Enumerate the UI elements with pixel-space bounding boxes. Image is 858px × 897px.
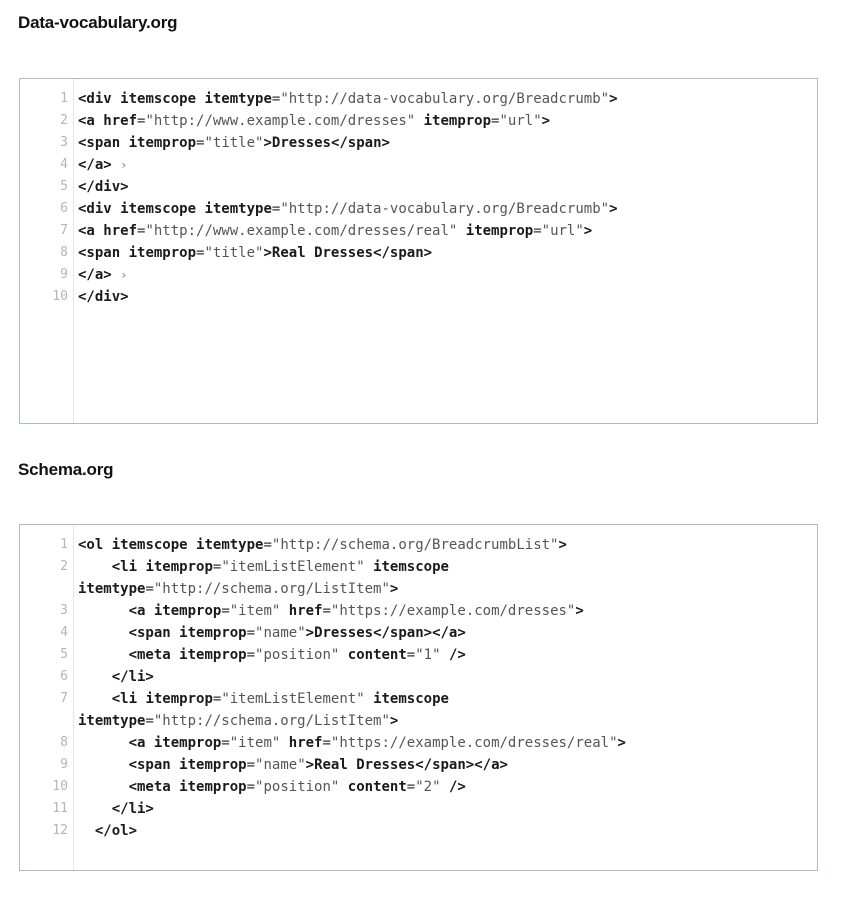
code-token-tag: <span: [78, 245, 121, 261]
code-token-attr: itemtype: [196, 537, 264, 553]
code-token-val: "https://example.com/dresses/real": [330, 735, 618, 751]
code-token-tag: >: [305, 625, 315, 641]
code-token-tag: <li: [111, 559, 138, 575]
code-token-punct: =: [137, 113, 146, 129]
code-token-val: "position": [255, 779, 340, 795]
code-token-punct: [457, 223, 465, 239]
code-token-punct: =: [246, 625, 256, 641]
code-line: [20, 754, 817, 776]
code-token-punct: =: [533, 223, 542, 239]
code-token-tag: </a>: [78, 157, 112, 173]
code-token-tag: >: [263, 245, 272, 261]
code-token-tag: >: [609, 201, 618, 217]
code-token-val: "title": [204, 135, 264, 151]
code-token-val: "http://www.example.com/dresses": [145, 113, 416, 129]
code-token-attr: itemscope: [120, 91, 197, 107]
code-token-val: "item": [229, 603, 281, 619]
code-token-punct: [112, 267, 120, 283]
code-token-attr: itemprop: [179, 757, 247, 773]
code-token-punct: [78, 801, 112, 817]
code-token-attr: itemtype: [78, 713, 146, 729]
line-number: 4: [60, 157, 68, 172]
code-token-punct: =: [196, 245, 205, 261]
code-token-attr: itemprop: [179, 625, 247, 641]
code-token-attr: itemprop: [145, 691, 213, 707]
code-token-punct: [188, 537, 196, 553]
code-token-tag: <ol: [78, 537, 104, 553]
code-token-txt: Real Dresses: [271, 245, 374, 261]
code-token-attr: itemprop: [179, 647, 247, 663]
code-token-punct: [339, 647, 347, 663]
code-token-tag: />: [448, 779, 466, 795]
code-token-val: "itemListElement": [221, 559, 365, 575]
code-text: [78, 798, 154, 820]
code-text: [78, 220, 592, 242]
code-token-punct: [103, 537, 111, 553]
code-text: [78, 578, 398, 600]
code-line: [20, 820, 817, 842]
code-token-punct: [280, 603, 288, 619]
code-token-tag: </li>: [111, 801, 154, 817]
line-number: 3: [60, 135, 68, 150]
code-token-attr: href: [288, 603, 323, 619]
code-text: [78, 688, 449, 710]
code-line: [20, 88, 817, 110]
line-number: 1: [60, 537, 68, 552]
code-text: [78, 176, 129, 198]
code-token-tag: <span: [78, 135, 121, 151]
code-line: [20, 798, 817, 820]
code-line: [20, 666, 817, 688]
code-token-attr: itemprop: [145, 559, 213, 575]
code-token-tag: <span: [128, 625, 171, 641]
code-token-attr: itemprop: [179, 779, 247, 795]
code-token-punct: =: [246, 779, 256, 795]
code-token-punct: =: [145, 713, 154, 729]
code-token-val: "http://schema.org/BreadcrumbList": [271, 537, 559, 553]
code-token-punct: [112, 157, 120, 173]
code-token-attr: itemscope: [373, 559, 449, 575]
line-number: 9: [60, 757, 68, 772]
code-token-tag: >: [609, 91, 618, 107]
code-token-chev: ›: [120, 268, 128, 282]
code-text: [78, 286, 129, 308]
code-token-tag: <div: [78, 201, 112, 217]
code-token-tag: <a: [128, 735, 146, 751]
code-token-tag: >: [263, 135, 272, 151]
code-token-tag: </div>: [78, 179, 129, 195]
code-text: [78, 198, 618, 220]
code-token-tag: <a: [78, 223, 95, 239]
line-number: 8: [60, 735, 68, 750]
code-token-attr: itemprop: [128, 245, 197, 261]
code-line: [20, 154, 817, 176]
section-title-schema-org: Schema.org: [18, 460, 114, 479]
code-token-punct: =: [406, 779, 416, 795]
code-token-punct: [171, 757, 179, 773]
code-token-tag: </ol>: [94, 823, 138, 839]
code-token-punct: [78, 691, 112, 707]
code-token-punct: [78, 603, 129, 619]
code-token-tag: <meta: [128, 779, 171, 795]
code-token-attr: content: [347, 779, 407, 795]
code-token-txt: Dresses: [271, 135, 331, 151]
code-token-punct: =: [246, 647, 256, 663]
code-line: [20, 776, 817, 798]
line-number: 8: [60, 245, 68, 260]
code-token-punct: =: [212, 691, 222, 707]
code-token-punct: [145, 735, 153, 751]
code-token-punct: =: [491, 113, 500, 129]
code-line: [20, 710, 817, 732]
code-token-punct: [78, 757, 129, 773]
code-token-tag: </div>: [78, 289, 129, 305]
code-token-punct: [120, 135, 128, 151]
code-token-tag: >: [583, 223, 593, 239]
code-token-val: "http://www.example.com/dresses/real": [145, 223, 458, 239]
code-token-tag: <span: [128, 757, 171, 773]
code-token-attr: content: [347, 647, 407, 663]
line-number: 2: [60, 559, 68, 574]
code-text: [78, 534, 567, 556]
code-token-attr: itemprop: [465, 223, 534, 239]
code-line: [20, 110, 817, 132]
code-token-punct: =: [322, 603, 331, 619]
code-text: [78, 754, 508, 776]
code-token-punct: =: [406, 647, 416, 663]
code-token-val: "http://data-vocabulary.org/Breadcrumb": [280, 201, 610, 217]
code-lines: [20, 534, 817, 842]
code-text: [78, 242, 432, 264]
code-token-punct: [78, 823, 95, 839]
line-number: 7: [60, 223, 68, 238]
code-token-txt: Dresses: [314, 625, 374, 641]
code-token-tag: <li: [111, 691, 138, 707]
code-text: [78, 644, 466, 666]
code-text: [78, 666, 154, 688]
code-text: [78, 154, 127, 176]
code-token-punct: [365, 559, 373, 575]
code-token-tag: >: [389, 713, 399, 729]
code-token-val: "url": [541, 223, 584, 239]
code-token-punct: [339, 779, 347, 795]
code-token-punct: [365, 691, 373, 707]
line-number: 5: [60, 647, 68, 662]
code-line: [20, 242, 817, 264]
code-token-tag: </span></a>: [373, 625, 466, 641]
code-line: [20, 286, 817, 308]
code-token-punct: =: [196, 135, 205, 151]
code-token-punct: [120, 245, 128, 261]
code-token-tag: >: [389, 581, 399, 597]
code-token-punct: [78, 559, 112, 575]
code-token-punct: =: [221, 603, 230, 619]
line-number: 10: [52, 289, 68, 304]
line-number: 4: [60, 625, 68, 640]
code-token-tag: >: [575, 603, 584, 619]
code-token-tag: </span>: [330, 135, 390, 151]
line-number: 12: [52, 823, 68, 838]
code-text: [78, 132, 390, 154]
code-text: [78, 820, 137, 842]
code-token-attr: itemscope: [120, 201, 197, 217]
code-lines: [20, 88, 817, 308]
code-token-attr: itemtype: [204, 91, 272, 107]
code-line: [20, 644, 817, 666]
code-line: [20, 534, 817, 556]
code-token-val: "http://data-vocabulary.org/Breadcrumb": [280, 91, 610, 107]
code-token-tag: >: [558, 537, 567, 553]
line-number: 7: [60, 691, 68, 706]
line-number: 9: [60, 267, 68, 282]
code-token-punct: =: [271, 91, 281, 107]
code-line: [20, 578, 817, 600]
code-token-val: "http://schema.org/ListItem": [153, 581, 390, 597]
code-token-punct: =: [263, 537, 272, 553]
code-line: [20, 688, 817, 710]
code-token-tag: <meta: [128, 647, 171, 663]
code-line: [20, 732, 817, 754]
code-token-val: "title": [204, 245, 264, 261]
code-token-tag: </a>: [78, 267, 112, 283]
code-token-val: "name": [255, 757, 306, 773]
line-number: 5: [60, 179, 68, 194]
code-token-attr: href: [288, 735, 323, 751]
code-token-tag: </span></a>: [415, 757, 508, 773]
code-token-tag: <a: [128, 603, 146, 619]
code-token-punct: =: [145, 581, 154, 597]
line-number: 10: [52, 779, 68, 794]
code-token-punct: =: [137, 223, 146, 239]
code-token-punct: [78, 625, 129, 641]
code-token-val: "position": [255, 647, 340, 663]
code-token-attr: itemtype: [204, 201, 272, 217]
code-token-punct: =: [271, 201, 281, 217]
code-token-attr: itemprop: [423, 113, 492, 129]
code-token-tag: <div: [78, 91, 112, 107]
code-line: [20, 132, 817, 154]
code-token-tag: />: [448, 647, 466, 663]
code-text: [78, 264, 127, 286]
code-token-chev: ›: [120, 158, 128, 172]
code-token-punct: [112, 91, 120, 107]
code-token-punct: [441, 779, 449, 795]
code-token-attr: itemprop: [153, 735, 222, 751]
code-token-attr: itemtype: [78, 581, 146, 597]
code-token-punct: [78, 669, 112, 685]
code-line: [20, 220, 817, 242]
code-text: [78, 556, 449, 578]
code-token-punct: =: [322, 735, 331, 751]
code-text: [78, 710, 398, 732]
code-token-attr: itemscope: [373, 691, 449, 707]
code-token-val: "name": [255, 625, 306, 641]
code-token-punct: [145, 603, 153, 619]
code-token-attr: href: [103, 113, 138, 129]
code-text: [78, 600, 584, 622]
code-line: [20, 198, 817, 220]
code-token-attr: itemscope: [111, 537, 188, 553]
line-number: 6: [60, 201, 68, 216]
code-token-tag: </li>: [111, 669, 154, 685]
code-token-val: "itemListElement": [221, 691, 365, 707]
code-token-punct: [415, 113, 423, 129]
code-token-val: "http://schema.org/ListItem": [153, 713, 390, 729]
code-token-val: "url": [499, 113, 542, 129]
code-token-punct: [171, 625, 179, 641]
code-token-punct: [171, 647, 179, 663]
code-token-punct: [78, 735, 129, 751]
code-token-punct: [78, 647, 129, 663]
code-block-data-vocabulary[interactable]: [19, 78, 818, 424]
code-token-txt: Real Dresses: [314, 757, 416, 773]
code-line: [20, 264, 817, 286]
code-text: [78, 110, 550, 132]
code-token-attr: href: [103, 223, 138, 239]
line-number: 6: [60, 669, 68, 684]
code-text: [78, 732, 626, 754]
code-token-tag: >: [617, 735, 626, 751]
code-token-val: "2": [415, 779, 441, 795]
code-token-tag: </span>: [373, 245, 433, 261]
code-text: [78, 88, 618, 110]
code-token-punct: =: [246, 757, 256, 773]
code-line: [20, 176, 817, 198]
code-token-punct: [78, 779, 129, 795]
code-token-val: "item": [229, 735, 281, 751]
code-token-attr: itemprop: [153, 603, 222, 619]
line-number: 2: [60, 113, 68, 128]
code-token-punct: [441, 647, 449, 663]
code-token-punct: =: [221, 735, 230, 751]
code-line: [20, 556, 817, 578]
code-token-punct: [280, 735, 288, 751]
code-token-tag: >: [541, 113, 551, 129]
code-token-punct: =: [212, 559, 222, 575]
code-token-val: "https://example.com/dresses": [330, 603, 576, 619]
code-token-val: "1": [415, 647, 441, 663]
code-token-attr: itemprop: [128, 135, 197, 151]
code-token-punct: [112, 201, 120, 217]
code-line: [20, 622, 817, 644]
code-token-tag: <a: [78, 113, 95, 129]
line-number: 1: [60, 91, 68, 106]
section-title-data-vocabulary: Data-vocabulary.org: [18, 13, 178, 32]
line-number: 11: [52, 801, 68, 816]
code-text: [78, 622, 466, 644]
code-line: [20, 600, 817, 622]
code-token-tag: >: [305, 757, 315, 773]
code-block-schema-org[interactable]: [19, 524, 818, 871]
line-number: 3: [60, 603, 68, 618]
code-token-punct: [171, 779, 179, 795]
code-text: [78, 776, 466, 798]
